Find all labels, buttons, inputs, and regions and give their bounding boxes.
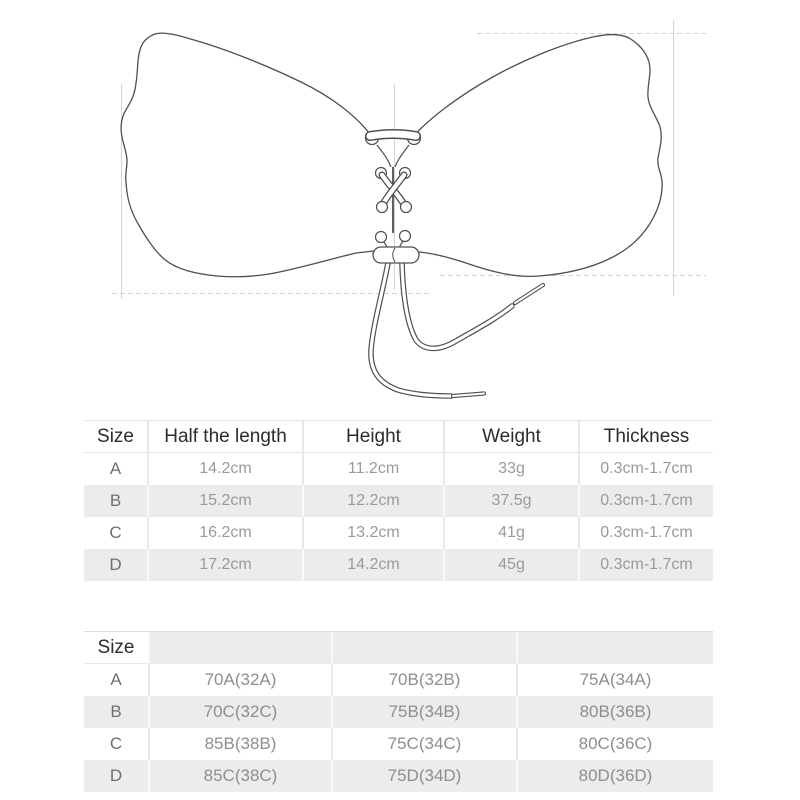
- conversion-value: 70C(32C): [148, 696, 331, 728]
- bottom-loop-left: [376, 232, 387, 243]
- header-size: Size: [84, 632, 148, 664]
- conversion-row-c: [84, 728, 713, 760]
- header-blank-3: [516, 632, 713, 664]
- size-label: D: [109, 555, 122, 574]
- size-spec-row-b: [84, 485, 713, 517]
- size-conversion-table: [84, 631, 713, 792]
- half-length-value: 16.2cm: [147, 517, 302, 549]
- v-seam-right: [395, 145, 409, 167]
- conversion-value: 85B(38B): [148, 728, 331, 760]
- thickness-value: 0.3cm-1.7cm: [578, 485, 713, 517]
- size-conversion-header-row: [84, 632, 713, 664]
- header-height: Height: [302, 421, 443, 453]
- conversion-value: 80D(36D): [516, 760, 713, 792]
- conversion-value: 75B(34B): [331, 696, 516, 728]
- half-length-value: 17.2cm: [147, 549, 302, 581]
- weight-value: 37.5g: [443, 485, 578, 517]
- conversion-value: 75C(34C): [331, 728, 516, 760]
- header-half-length: Half the length: [147, 421, 302, 453]
- conversion-value: 85C(38C): [148, 760, 331, 792]
- bottom-loop-right: [400, 231, 411, 242]
- weight-value: 33g: [443, 453, 578, 485]
- header-size: Size: [84, 421, 147, 453]
- conversion-row-d: [84, 760, 713, 792]
- weight-value: 45g: [443, 549, 578, 581]
- conversion-value: 75A(34A): [516, 664, 713, 696]
- half-length-value: 14.2cm: [147, 453, 302, 485]
- v-seam-left: [377, 145, 391, 167]
- drawstrings: [371, 263, 543, 396]
- header-blank-1: [148, 632, 331, 664]
- height-value: 13.2cm: [302, 517, 443, 549]
- cord-lock-toggle: [373, 247, 419, 263]
- thickness-value: 0.3cm-1.7cm: [578, 549, 713, 581]
- header-blank-2: [331, 632, 516, 664]
- size-label: B: [110, 702, 122, 721]
- height-value: 11.2cm: [302, 453, 443, 485]
- conversion-value: 70B(32B): [331, 664, 516, 696]
- header-thickness: Thickness: [578, 421, 713, 453]
- lace-loop-lower-right: [401, 202, 412, 213]
- height-value: 14.2cm: [302, 549, 443, 581]
- header-weight: Weight: [443, 421, 578, 453]
- thickness-value: 0.3cm-1.7cm: [578, 453, 713, 485]
- size-label: C: [109, 523, 122, 542]
- size-spec-table: [84, 420, 713, 581]
- size-label: A: [110, 670, 122, 689]
- conversion-value: 80B(36B): [516, 696, 713, 728]
- size-label: B: [109, 491, 122, 510]
- left-cup-outline: [121, 33, 374, 277]
- half-length-value: 15.2cm: [147, 485, 302, 517]
- conversion-value: 75D(34D): [331, 760, 516, 792]
- height-value: 12.2cm: [302, 485, 443, 517]
- thickness-value: 0.3cm-1.7cm: [578, 517, 713, 549]
- size-spec-row-d: [84, 549, 713, 581]
- size-label: C: [109, 734, 123, 753]
- size-label: A: [109, 459, 122, 478]
- size-spec-row-a: [84, 453, 713, 485]
- size-label: D: [109, 766, 123, 785]
- right-cup-outline: [412, 35, 662, 277]
- size-spec-header-row: [84, 421, 713, 453]
- weight-value: 41g: [443, 517, 578, 549]
- conversion-value: 70A(32A): [148, 664, 331, 696]
- lace-loop-lower-left: [377, 202, 388, 213]
- conversion-row-b: [84, 696, 713, 728]
- conversion-value: 80C(36C): [516, 728, 713, 760]
- conversion-row-a: [84, 664, 713, 696]
- size-spec-row-c: [84, 517, 713, 549]
